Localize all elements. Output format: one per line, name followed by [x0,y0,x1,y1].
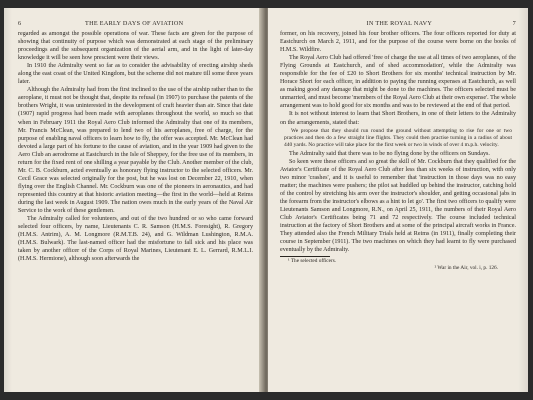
running-head [280,20,516,27]
footnote: ¹ The selected officers. [288,258,337,265]
paragraph: So keen were these officers and so great the skill of Mr. Cockburn that they qualified for the Aviator's Certificate of the Royal Aero Club after less than six weeks of instruction, with only two minor 'crashes', and it is useful to remember that 'instruction in those days was no easy matter; the machines were pushers; the pilot sat huddled up behind the instructor, catching hold of the control by stretching his arm over the instructor's shoulder, and getting occasional jabs in the forearm from the instructor's elbows as a hint to let go'. The first two officers to qualify were Lieutenants Samson and Longmore, R.N., on April 25, 1911, the numbers of their Royal Aero Club Aviator's Certificates being 71 and 72 respectively. The course included technical instruction at the factory of Short Brothers and at some of the principal aircraft works in France. They attended also the French Military Trials held at Reims (in 1911), finally completing their course in September (1911). The two machines on which they had learnt to fly were purchased eventually by the Admiralty. [280,158,516,254]
paragraph: In 1910 the Admiralty went so far as to consider the advisability of erecting airship sheds along the east coast of the United Kingdom, but the scheme did not mature till some three years later. [18,63,253,86]
running-title: IN THE ROYAL NAVY [366,20,433,27]
paragraph: The Royal Aero Club had offered 'free of charge the use at all times of two aeroplanes, of the Flying Grounds at Eastchurch, and of shed accommodation', while the Admiralty was responsible for the fee of £20 to Short Brothers for six months' technical instruction by Mr. Horace Short for each officer, in addition to paying the running expenses at Eastchurch, as well as making good any damage that might be done to the machines. The officers selected must be unmarried, and must become 'members of the Royal Aero Club at their own expense'. The whole arrangement was to hold good for six months and was to be reviewed at the end of that period. [280,55,516,110]
paragraph: Although the Admiralty had from the first inclined to the use of the airship rather than to the aeroplane, it must not be thought that, despite its refusal (in 1907) to purchase the patents of the brothers Wright, it was uninterested in the development of craft heavier than air. Since that date (1907) rapid progress had been made with aeroplanes throughout the world, so much so that when in February 1911 the Royal Aero Club informed the Admiralty that one of its members, Mr. Francis McClean, was prepared to lend two of his aeroplanes, free of charge, for the purpose of enabling naval officers to learn how to fly, the offer was accepted. Mr. McClean had devoted a large part of his fortune to the cause of aviation, and in the year 1909 had given to the Aero Club an aerodrome at Eastchurch in the Isle of Sheppey, for the free use of its members, in return for the fixed rent of one shilling a year payable by the Club. Another member of the club, Mr. C. B. Cockburn, acted eventually as honorary flying instructor to the selected officers. Mr. Cecil Grace was selected originally for the post, but he was lost on December 22, 1910, when flying over the English Channel. Mr. Cockburn was one of the pioneers in aeronautics, and had represented this country at that historic aviation meeting—the first in the world—held at Reims during the last week in August 1909. The nation owes much in the early years of the Naval Air Service to the work of these gentlemen. [18,87,253,215]
block-quote: We propose that they should run round the ground without attempting to rise for one or two practices and then do a few straight line flights. They could then practise turning in a radius of about 440 yards. No practice will take place for the first week or two in winds of over 4 m.p.h. velocity. [284,127,512,148]
right-page [268,8,528,392]
paragraph: The Admiralty said that there was to be no flying done by the officers on Sundays. [289,150,490,157]
left-page [4,8,263,392]
footnote: ² War in the Air, vol. i, p. 126. [434,265,498,272]
running-title: THE EARLY DAYS OF AVIATION [85,20,184,27]
page-number: 7 [512,20,516,27]
paragraph: former, on his recovery, joined his four brother officers. The four officers reported for duty at Eastchurch on March 2, 1911, and for the purpose of the course were borne on the books of H.M.S. Wildfire. [280,31,516,54]
paragraph: The Admiralty called for volunteers, and out of the two hundred or so who came forward selected four officers, by name, Lieutenants C. R. Samson (H.M.S. Foresight), R. Gregory (H.M.S. Antrim), A. M. Longmore (R.M.T.B. 24), and G. Wildman Lushington, R.M.A. (H.M.S. Bulwark). The last-named officer had the misfortune to fall sick and his place was taken by another officer of the Corps of Royal Marines, Lieutenant E. L. Gerrard, R.M.L.I. (H.M.S. Hermione), although soon afterwards the [18,216,253,263]
paragraph: regarded as amongst the possible operations of war. These facts are given for the purpose of showing that continuity of purpose which was demonstrated at each stage of the preliminary proceedings and the subsequent organization of the aerial arm, and in the light of later-day knowledge it will be seen how prescient were their views. [18,31,253,62]
page-number: 6 [18,20,22,27]
running-head [18,20,253,27]
paragraph: It is not without interest to learn that Short Brothers, in one of their letters to the Admiralty on the arrangements, stated that: [280,111,516,126]
